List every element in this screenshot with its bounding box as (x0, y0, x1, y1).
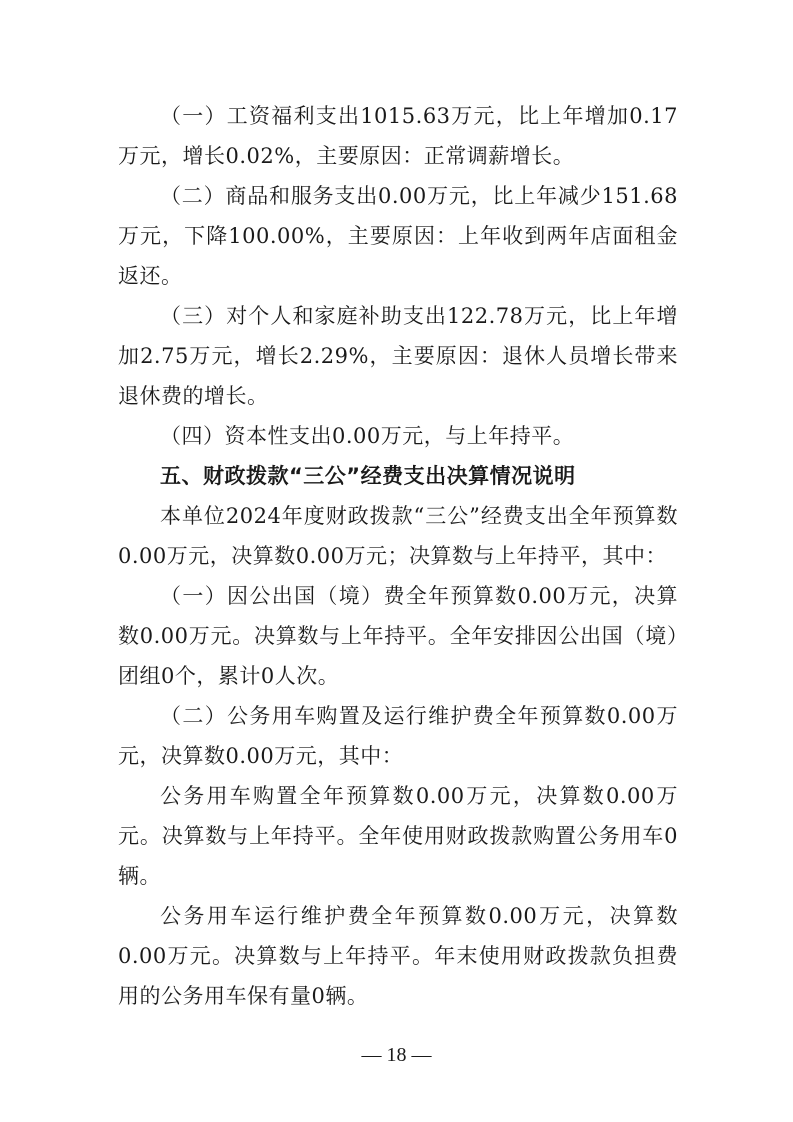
paragraph-goods-services: （二）商品和服务支出0.00万元，比上年减少151.68万元，下降100.00%，主要原因：上年收到两年店面租金返还。 (118, 184, 678, 288)
paragraph-vehicle-maintenance: 公务用车运行维护费全年预算数0.00万元，决算数0.00万元。决算数与上年持平。年末使用财政拨款负担费用的公务用车保有量0辆。 (118, 904, 678, 1008)
page-number: — 18 — (361, 1044, 432, 1066)
paragraph-three-public-summary: 本单位2024年度财政拨款“三公”经费支出全年预算数0.00万元，决算数0.00万元；决算数与上年持平，其中： (118, 504, 678, 568)
section-heading: 五、财政拨款“三公”经费支出决算情况说明 (160, 464, 576, 488)
paragraph-overseas-travel: （一）因公出国（境）费全年预算数0.00万元，决算数0.00万元。决算数与上年持平。全年安排因公出国（境）团组0个，累计0人次。 (118, 584, 678, 688)
paragraph-wage-welfare: （一）工资福利支出1015.63万元，比上年增加0.17万元，增长0.02%，主要原因：正常调薪增长。 (118, 104, 678, 168)
paragraph-household-subsidy: （三）对个人和家庭补助支出122.78万元，比上年增加2.75万元，增长2.29%，主要原因：退休人员增长带来退休费的增长。 (118, 304, 678, 408)
paragraph-official-vehicles: （二）公务用车购置及运行维护费全年预算数0.00万元，决算数0.00万元，其中： (118, 704, 678, 768)
paragraph-vehicle-purchase: 公务用车购置全年预算数0.00万元，决算数0.00万元。决算数与上年持平。全年使用财政拨款购置公务用车0辆。 (118, 784, 678, 888)
paragraph-capital-expenditure: （四）资本性支出0.00万元，与上年持平。 (160, 424, 575, 448)
document-page (118, 96, 678, 1016)
